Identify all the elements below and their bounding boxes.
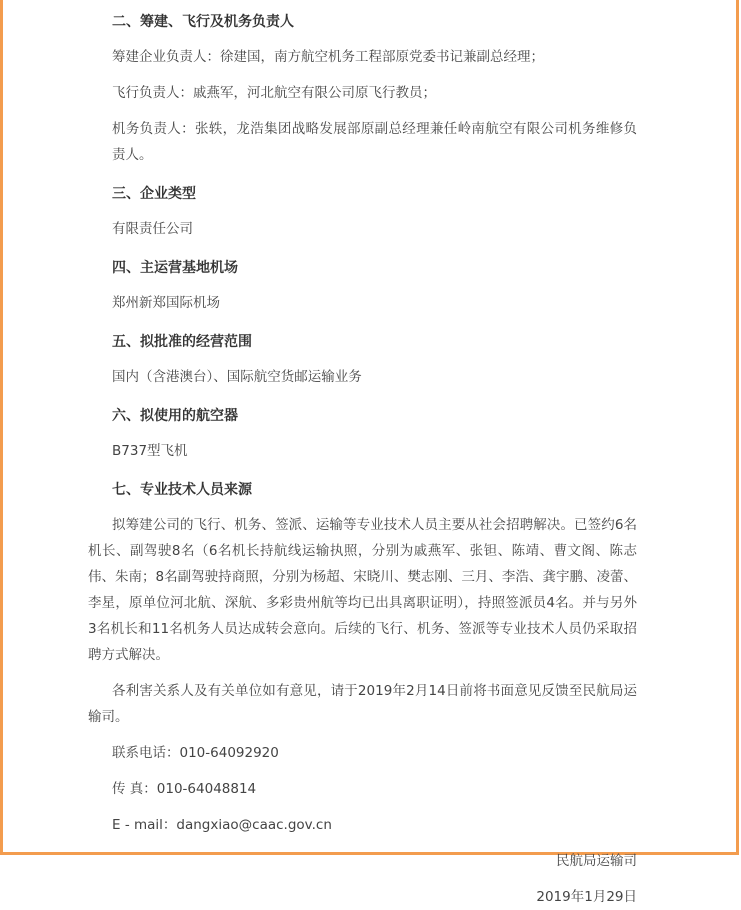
section-heading-business-scope: 五、拟批准的经营范围 bbox=[112, 334, 252, 350]
company-type-value: 有限责任公司 bbox=[112, 221, 193, 237]
responsible-person-line: 机务负责人：张轶，龙浩集团战略发展部原副总经理兼任岭南航空有限公司机务维修负责人。 bbox=[112, 121, 637, 163]
contact-email: E - mail：dangxiao@caac.gov.cn bbox=[112, 817, 332, 833]
signature-date: 2019年1月29日 bbox=[536, 889, 637, 905]
personnel-source-paragraph: 拟筹建公司的飞行、机务、签派、运输等专业技术人员主要从社会招聘解决。已签约6名机长、副驾驶8名（6名机长持航线运输执照，分别为戚燕军、张钽、陈靖、曹文阁、陈志伟、朱南；8名副驾驶持商照，分别为杨超、宋晓川、樊志刚、三月、李浩、龚宇鹏、凌蕾、李星，原单位河北航、深航、多彩贵州航等均已出具离职证明），持照签派员4名。并与另外3名机长和11名机务人员达成转会意向。后续的飞行、机务、签派等专业技术人员仍采取招聘方式解决。 bbox=[88, 517, 637, 663]
section-heading-personnel-source: 七、专业技术人员来源 bbox=[112, 482, 252, 498]
responsible-person-line: 筹建企业负责人：徐建国，南方航空机务工程部原党委书记兼副总经理； bbox=[112, 49, 544, 65]
base-airport-value: 郑州新郑国际机场 bbox=[112, 295, 220, 311]
aircraft-value: B737型飞机 bbox=[112, 443, 188, 459]
contact-phone: 联系电话：010-64092920 bbox=[112, 745, 279, 761]
business-scope-value: 国内（含港澳台）、国际航空货邮运输业务 bbox=[112, 369, 362, 385]
signature-org: 民航局运输司 bbox=[556, 853, 637, 869]
notice-paragraph: 各利害关系人及有关单位如有意见，请于2019年2月14日前将书面意见反馈至民航局运输司。 bbox=[88, 683, 637, 725]
section-heading-aircraft: 六、拟使用的航空器 bbox=[112, 408, 238, 424]
section-heading-responsible-persons: 二、筹建、飞行及机务负责人 bbox=[112, 14, 294, 30]
document-body bbox=[88, 12, 637, 910]
responsible-person-line: 飞行负责人：戚燕军，河北航空有限公司原飞行教员； bbox=[112, 85, 436, 101]
section-heading-base-airport: 四、主运营基地机场 bbox=[112, 260, 238, 276]
contact-fax: 传 真：010-64048814 bbox=[112, 781, 257, 797]
section-heading-company-type: 三、企业类型 bbox=[112, 186, 196, 202]
